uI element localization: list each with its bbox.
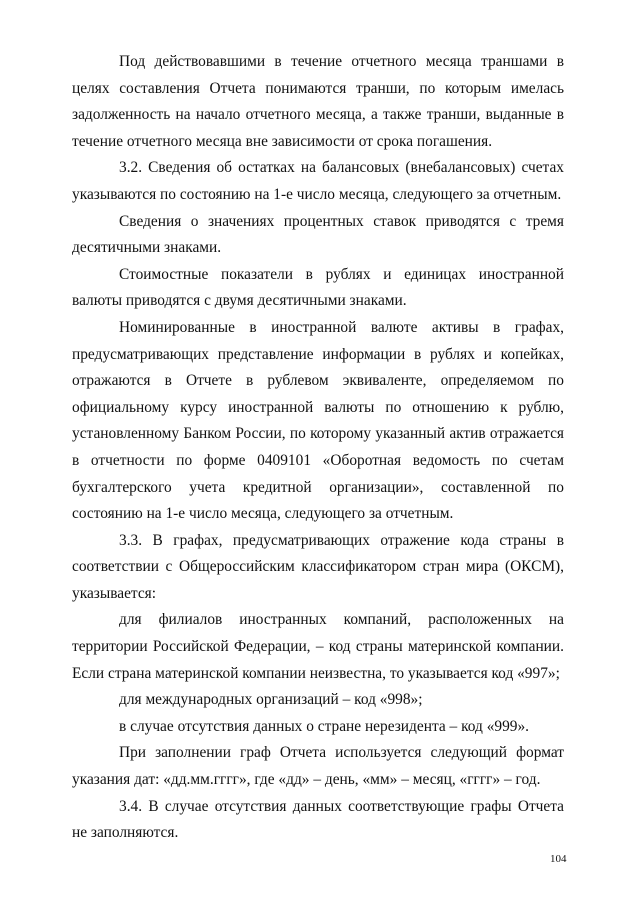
page-number: 104: [550, 853, 567, 865]
paragraph-tranches-definition: Под действовавшими в течение отчетного месяца траншами в целях составления Отчета понимаются транши, по которым имелась задолженность на начало отчетного месяца, а также транши, выданные в течение отчетного месяца вне зависимости от срока погашения.: [72, 53, 564, 150]
paragraph-value-precision: Стоимостные показатели в рублях и единицах иностранной валюты приводятся с двумя десятичными знаками.: [72, 265, 564, 310]
paragraph-international-orgs-code: для международных организаций – код «998»;: [119, 691, 423, 709]
paragraph-section-3-3-country-code: 3.3. В графах, предусматривающих отражение кода страны в соответствии с Общероссийским классификатором стран мира (ОКСМ), указывается:: [72, 531, 564, 602]
paragraph-date-format: При заполнении граф Отчета используется следующий формат указания дат: «дд.мм.гггг», где «дд» – день, «мм» – месяц, «гггг» – год.: [72, 744, 564, 789]
paragraph-section-3-4-empty-columns: 3.4. В случае отсутствия данных соответствующие графы Отчета не заполняются.: [72, 797, 564, 842]
paragraph-section-3-2-balances: 3.2. Сведения об остатках на балансовых (внебалансовых) счетах указываются по состоянию на 1-е число месяца, следующего за отчетным.: [72, 159, 564, 203]
paragraph-foreign-currency-assets: Номинированные в иностранной валюте активы в графах, предусматривающих представление информации в рублях и копейках, отражаются в Отчете в рублевом эквиваленте, определяемом по официальному курсу иностранной валюты по отношению к рублю, установленному Банком России, по которому указанный актив отражается в отчетности по форме 0409101 «Оборотная ведомость по счетам бухгалтерского учета кредитной организации», составленной по состоянию на 1-е число месяца, следующего за отчетным.: [72, 318, 564, 523]
paragraph-interest-rates-precision: Сведения о значениях процентных ставок приводятся с тремя десятичными знаками.: [72, 212, 564, 257]
paragraph-nonresident-code: в случае отсутствия данных о стране нерезидента – код «999».: [119, 717, 530, 735]
paragraph-branches-code: для филиалов иностранных компаний, расположенных на территории Российской Федерации, – код страны материнской компании. Если страна материнской компании неизвестна, то указывается код «997»;: [72, 611, 564, 682]
document-body: [72, 49, 564, 847]
